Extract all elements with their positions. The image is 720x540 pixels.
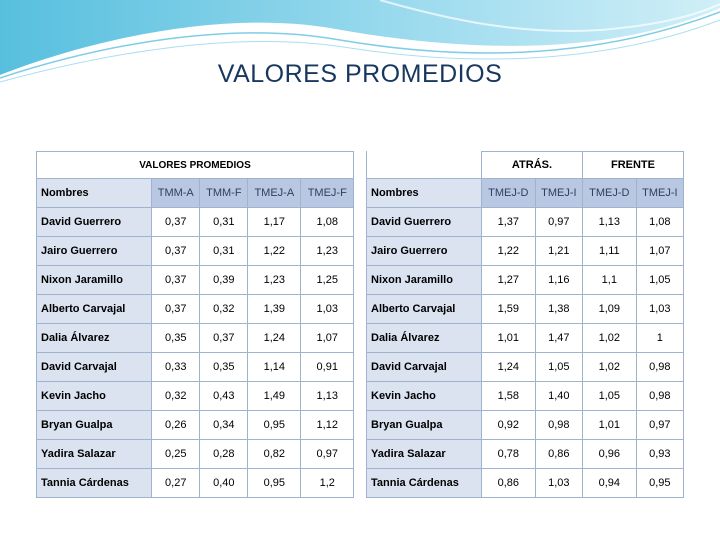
value-cell: 1,22 <box>482 237 536 266</box>
row-name-cell: Jairo Guerrero <box>367 237 482 266</box>
slide-title: VALORES PROMEDIOS <box>217 60 503 88</box>
value-cell: 1,13 <box>301 382 354 411</box>
value-cell: 0,98 <box>636 382 683 411</box>
value-cell: 0,32 <box>200 295 248 324</box>
table-row <box>37 440 354 469</box>
table-header-row <box>367 179 684 208</box>
value-cell: 1,24 <box>482 353 536 382</box>
row-name-cell: Dalia Álvarez <box>367 324 482 353</box>
table-row <box>367 382 684 411</box>
row-name-cell: Bryan Gualpa <box>367 411 482 440</box>
row-name-cell: Kevin Jacho <box>37 382 152 411</box>
value-cell: 0,97 <box>636 411 683 440</box>
value-cell: 1,12 <box>301 411 354 440</box>
value-cell: 1,39 <box>248 295 301 324</box>
col-header-nombres: Nombres <box>367 179 482 208</box>
decorative-wave-header <box>0 0 720 110</box>
table-row <box>367 266 684 295</box>
value-cell: 1,01 <box>582 411 636 440</box>
value-cell: 1,07 <box>636 237 683 266</box>
row-name-cell: Alberto Carvajal <box>37 295 152 324</box>
table-row <box>367 324 684 353</box>
table-caption: VALORES PROMEDIOS <box>37 152 354 179</box>
value-cell: 0,35 <box>200 353 248 382</box>
row-name-cell: Dalia Álvarez <box>37 324 152 353</box>
value-cell: 1,17 <box>248 208 301 237</box>
value-cell: 0,39 <box>200 266 248 295</box>
col-header: TMEJ-F <box>301 179 354 208</box>
table-row <box>367 208 684 237</box>
value-cell: 0,92 <box>482 411 536 440</box>
value-cell: 1,23 <box>248 266 301 295</box>
col-header: TMEJ-I <box>636 179 683 208</box>
value-cell: 0,37 <box>152 237 200 266</box>
table-row <box>37 237 354 266</box>
value-cell: 0,32 <box>152 382 200 411</box>
table-row <box>367 237 684 266</box>
value-cell: 1,21 <box>535 237 582 266</box>
value-cell: 1,07 <box>301 324 354 353</box>
value-cell: 0,95 <box>248 469 301 498</box>
value-cell: 0,96 <box>582 440 636 469</box>
table-row <box>367 295 684 324</box>
row-name-cell: Tannia Cárdenas <box>37 469 152 498</box>
col-header: TMM-A <box>152 179 200 208</box>
value-cell: 0,40 <box>200 469 248 498</box>
table-row <box>37 382 354 411</box>
col-header: TMEJ-A <box>248 179 301 208</box>
value-cell: 1,13 <box>582 208 636 237</box>
value-cell: 1,03 <box>535 469 582 498</box>
value-cell: 0,86 <box>535 440 582 469</box>
value-cell: 0,26 <box>152 411 200 440</box>
value-cell: 0,34 <box>200 411 248 440</box>
value-cell: 0,86 <box>482 469 536 498</box>
row-name-cell: Nixon Jaramillo <box>37 266 152 295</box>
table-row <box>37 295 354 324</box>
value-cell: 1,16 <box>535 266 582 295</box>
row-name-cell: Yadira Salazar <box>37 440 152 469</box>
value-cell: 1,08 <box>636 208 683 237</box>
right-values-table <box>366 151 684 498</box>
value-cell: 0,27 <box>152 469 200 498</box>
row-name-cell: David Carvajal <box>37 353 152 382</box>
row-name-cell: David Guerrero <box>37 208 152 237</box>
value-cell: 1,2 <box>301 469 354 498</box>
value-cell: 1 <box>636 324 683 353</box>
value-cell: 0,95 <box>248 411 301 440</box>
table-row <box>37 266 354 295</box>
group-spacer <box>367 152 482 179</box>
value-cell: 1,03 <box>301 295 354 324</box>
value-cell: 0,98 <box>535 411 582 440</box>
value-cell: 1,49 <box>248 382 301 411</box>
row-name-cell: Nixon Jaramillo <box>367 266 482 295</box>
row-name-cell: Jairo Guerrero <box>37 237 152 266</box>
value-cell: 1,25 <box>301 266 354 295</box>
table-row <box>367 469 684 498</box>
value-cell: 1,27 <box>482 266 536 295</box>
value-cell: 1,58 <box>482 382 536 411</box>
value-cell: 0,31 <box>200 237 248 266</box>
table-row <box>37 353 354 382</box>
value-cell: 1,05 <box>636 266 683 295</box>
table-caption-row <box>37 152 354 179</box>
row-name-cell: David Guerrero <box>367 208 482 237</box>
col-header: TMEJ-I <box>535 179 582 208</box>
table-row <box>367 440 684 469</box>
value-cell: 0,37 <box>152 266 200 295</box>
value-cell: 0,95 <box>636 469 683 498</box>
value-cell: 1,11 <box>582 237 636 266</box>
col-header-nombres: Nombres <box>37 179 152 208</box>
value-cell: 1,47 <box>535 324 582 353</box>
table-header-row <box>37 179 354 208</box>
value-cell: 0,91 <box>301 353 354 382</box>
table-row <box>367 411 684 440</box>
col-header: TMEJ-D <box>482 179 536 208</box>
row-name-cell: David Carvajal <box>367 353 482 382</box>
value-cell: 0,97 <box>535 208 582 237</box>
value-cell: 0,78 <box>482 440 536 469</box>
value-cell: 0,31 <box>200 208 248 237</box>
value-cell: 1,40 <box>535 382 582 411</box>
value-cell: 1,05 <box>535 353 582 382</box>
value-cell: 0,37 <box>152 295 200 324</box>
value-cell: 1,02 <box>582 324 636 353</box>
col-header: TMEJ-D <box>582 179 636 208</box>
table-row <box>37 469 354 498</box>
value-cell: 1,1 <box>582 266 636 295</box>
group-header-atras: ATRÁS. <box>482 152 583 179</box>
value-cell: 1,37 <box>482 208 536 237</box>
value-cell: 1,02 <box>582 353 636 382</box>
right-table-body <box>367 208 684 498</box>
value-cell: 0,98 <box>636 353 683 382</box>
row-name-cell: Kevin Jacho <box>367 382 482 411</box>
value-cell: 1,38 <box>535 295 582 324</box>
value-cell: 0,82 <box>248 440 301 469</box>
row-name-cell: Bryan Gualpa <box>37 411 152 440</box>
table-group-row <box>367 152 684 179</box>
value-cell: 0,37 <box>200 324 248 353</box>
value-cell: 1,22 <box>248 237 301 266</box>
value-cell: 1,23 <box>301 237 354 266</box>
value-cell: 1,08 <box>301 208 354 237</box>
value-cell: 1,05 <box>582 382 636 411</box>
value-cell: 0,37 <box>152 208 200 237</box>
table-row <box>367 353 684 382</box>
row-name-cell: Tannia Cárdenas <box>367 469 482 498</box>
value-cell: 0,28 <box>200 440 248 469</box>
value-cell: 0,35 <box>152 324 200 353</box>
left-table-body <box>37 208 354 498</box>
value-cell: 1,03 <box>636 295 683 324</box>
value-cell: 1,09 <box>582 295 636 324</box>
col-header: TMM-F <box>200 179 248 208</box>
value-cell: 1,59 <box>482 295 536 324</box>
row-name-cell: Alberto Carvajal <box>367 295 482 324</box>
value-cell: 1,14 <box>248 353 301 382</box>
left-values-table <box>36 151 354 498</box>
value-cell: 1,24 <box>248 324 301 353</box>
value-cell: 0,93 <box>636 440 683 469</box>
group-header-frente: FRENTE <box>582 152 683 179</box>
value-cell: 0,43 <box>200 382 248 411</box>
value-cell: 1,01 <box>482 324 536 353</box>
table-row <box>37 324 354 353</box>
table-row <box>37 208 354 237</box>
value-cell: 0,25 <box>152 440 200 469</box>
table-row <box>37 411 354 440</box>
value-cell: 0,94 <box>582 469 636 498</box>
value-cell: 0,97 <box>301 440 354 469</box>
value-cell: 0,33 <box>152 353 200 382</box>
row-name-cell: Yadira Salazar <box>367 440 482 469</box>
